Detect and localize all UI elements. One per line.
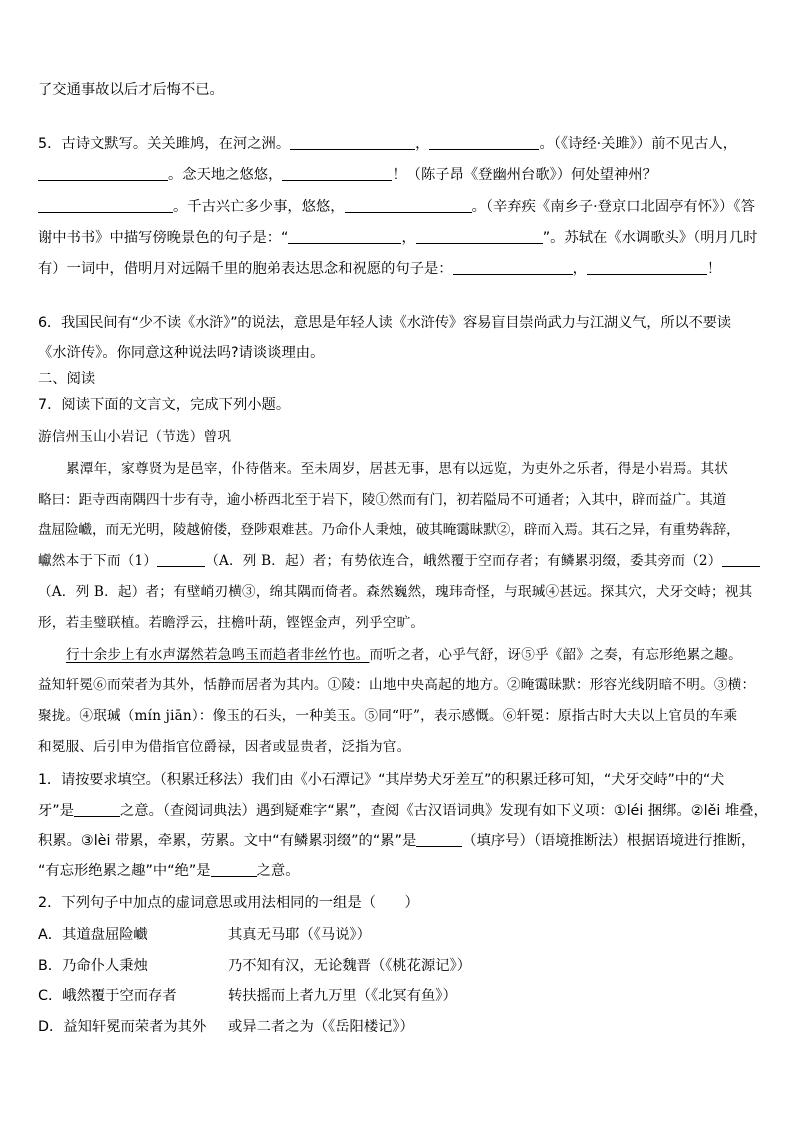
- answer-blank[interactable]: [345, 198, 472, 213]
- answer-blank[interactable]: [429, 135, 539, 150]
- passage-line: 累潭年，家尊贤为是邑宰，仆待偕来。至未周岁，居甚无事，思有以远览，为吏外之乐者，得是小岩焉。其状: [66, 461, 729, 477]
- q5-line-5: 有）一词中，借明月对远隔千里的胞弟表达思念和祝愿的句子是： ， ！: [38, 261, 722, 277]
- sub2-stem: 2．下列句子中加点的虚词意思或用法相同的一组是（ ）: [38, 895, 419, 911]
- underlined-sentence: 行十余步上有水声潺然若急鸣玉而趋者非丝竹也。: [66, 647, 370, 663]
- passage-line: 行十余步上有水声潺然若急鸣玉而趋者非丝竹也。而听之者，心乎气舒，讶⑤乎《韶》之奏，有忘形绝累之趣。: [66, 647, 742, 663]
- q7-stem: 7．阅读下面的文言文，完成下列小题。: [38, 397, 291, 413]
- answer-blank[interactable]: [157, 552, 205, 567]
- option-c[interactable]: C．峨然覆于空而存者 转扶摇而上者九万里（《北冥有鱼》）: [38, 988, 457, 1004]
- answer-blank[interactable]: [211, 862, 257, 877]
- sub1-line-3: 积累。③lèi 带累，牵累，劳累。文中“有鳞累羽缀”的“累”是 （填序号）（语境推断法）根据语境进行推断，: [38, 833, 756, 849]
- passage-line: 和冕服、后引申为借指官位爵禄，因者或显贵者，泛指为官。: [38, 739, 411, 755]
- q6-line-1: 6．我国民间有“少不读《水浒》”的说法，意思是年轻人读《水浒传》容易盲目崇尚武力与江湖义气，所以不要读: [38, 315, 731, 331]
- q5-line-2: 。念天地之悠悠， ！（陈子昂《登幽州台歌》）何处望神州？: [38, 165, 758, 185]
- answer-blank[interactable]: [290, 135, 415, 150]
- passage-title: 游信州玉山小岩记（节选）曾巩: [38, 429, 232, 445]
- answer-blank[interactable]: [38, 198, 173, 213]
- passage-line: 巘然本于下而（1） （A．列 B．起）者；有势依连合，峨然覆于空而存者；有鳞累羽缀，委其旁而（2）: [38, 551, 758, 571]
- q5-line-4: 谢中书书》中描写傍晚景色的句子是：“ ， ”。苏轼在《水调歌头》（明月几时: [38, 230, 758, 246]
- passage-line: 略曰：距寺西南隅四十步有寺，逾小桥西北至于岩下，陵①然而有门，初若隘局不可通者；入其中，辟而益广。其道: [38, 492, 727, 508]
- sub1-line-1: 1．请按要求填空。（积累迁移法）我们由《小石潭记》“其岸势犬牙差互”的积累迁移可知，“犬牙交峙”中的“犬: [38, 772, 725, 788]
- sub1-line-4: “有忘形绝累之趣”中“绝”是 之意。: [38, 863, 300, 879]
- passage-line: 益知轩冕⑥而荣者为其外，恬静而居者为其内。①陵：山地中央高起的地方。②晻霭昧默：形容光线阴暗不明。③横：: [38, 677, 756, 693]
- option-a[interactable]: A．其道盘屈险巇 其真无马耶（《马说》）: [38, 927, 371, 943]
- q5-line-1: 5．古诗文默写。关关雎鸠，在河之洲。 ， 。（《诗经·关雎》）前不见古人，: [38, 136, 737, 152]
- answer-blank[interactable]: [453, 260, 573, 275]
- answer-blank[interactable]: [288, 229, 401, 244]
- answer-blank[interactable]: [38, 166, 168, 181]
- section-heading: 二、阅读: [38, 371, 96, 387]
- q6-line-2: 《水浒传》。你同意这种说法吗?请谈谈理由。: [38, 345, 325, 361]
- option-b[interactable]: B．乃命仆人秉烛 乃不知有汉，无论魏晋（《桃花源记》）: [38, 958, 472, 974]
- answer-blank[interactable]: [587, 260, 707, 275]
- answer-blank[interactable]: [416, 832, 462, 847]
- passage-line: 形，若圭璧联植。若瞻浮云，拄檐叶葫，铿铿金声，列乎空旷。: [38, 615, 425, 631]
- sub1-line-2: 牙”是 之意。（查阅词典法）遇到疑难字“累”，查阅《古汉语词典》发现有如下义项：①léi 捆绑。②lěi 堆叠，: [38, 803, 768, 819]
- answer-blank[interactable]: [282, 166, 392, 181]
- continued-line: 了交通事故以后才后悔不已。: [38, 82, 224, 98]
- q5-line-3: 。千古兴亡多少事，悠悠， 。（辛弃疾《南乡子·登京口北固亭有怀》）《答: [38, 197, 758, 217]
- answer-blank[interactable]: [416, 229, 543, 244]
- passage-line: 聚拢。④珉瑊（mín jiān）：像玉的石头，一种美玉。⑤同“吁”，表示感慨。⑥轩冕：原指古时大夫以上官员的车乘: [38, 708, 738, 724]
- passage-line: （A．列 B．起）者；有壁峭刃横③，绵其隅而倚者。森然巍然，瑰玮奇怪，与珉瑊④甚远。探其穴，犬牙交峙；视其: [38, 584, 753, 600]
- passage-line: 盘屈险巇，而无光明，陵越俯偻，登陟艰难甚。乃命仆人秉烛，破其晻霭昧默②，辟而入焉。其石之异，有重势犇辞，: [38, 522, 740, 538]
- answer-blank[interactable]: [74, 802, 120, 817]
- answer-blank[interactable]: [722, 552, 760, 567]
- option-d[interactable]: D．益知轩冕而荣者为其外 或异二者之为（《岳阳楼记》）: [38, 1019, 414, 1035]
